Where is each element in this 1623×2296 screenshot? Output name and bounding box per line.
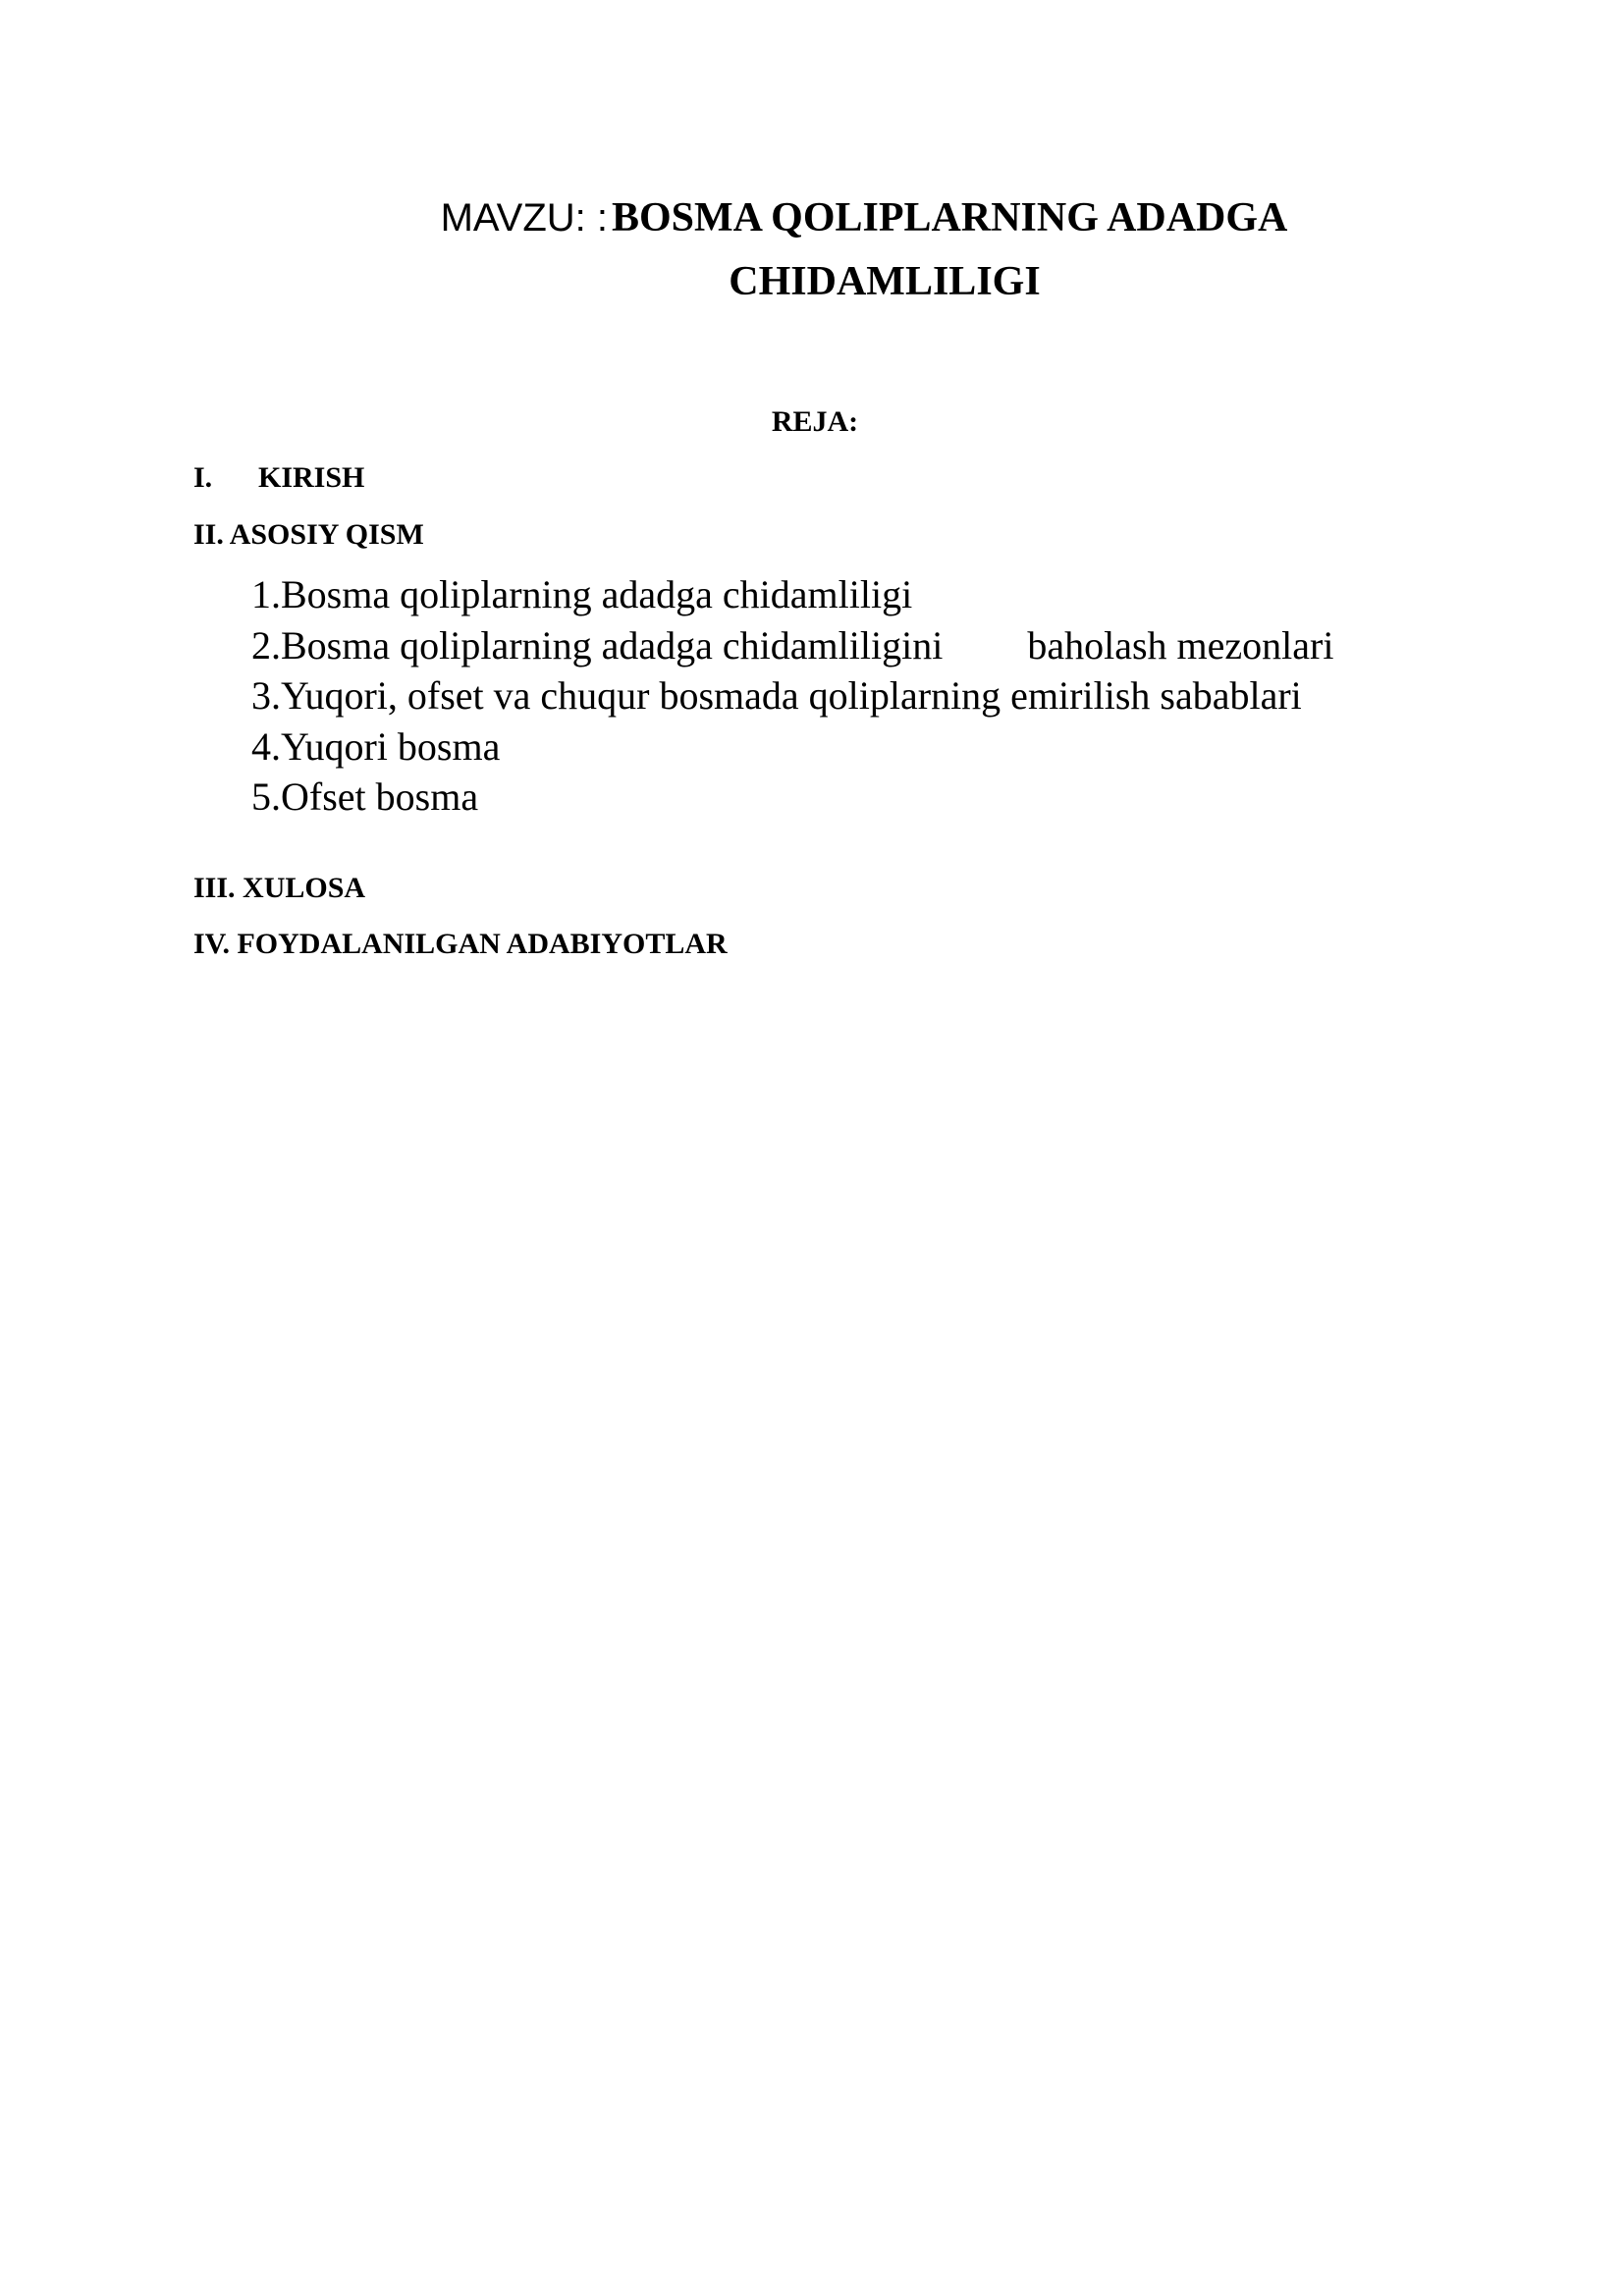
list-item	[251, 569, 1333, 620]
title-main: BOSMA QOLIPLARNING ADADGA	[611, 195, 1288, 240]
list-item	[251, 721, 1333, 773]
title-prefix: MAVZU: :	[440, 196, 608, 240]
subitem-list	[251, 569, 1333, 823]
section-intro-label: KIRISH	[258, 461, 365, 494]
list-item-text: 4.Yuqori bosma	[251, 723, 501, 769]
list-item-text: 2.Bosma qoliplarning adadga chidamliligini	[251, 622, 944, 667]
document-title	[295, 191, 1434, 308]
plan-heading: REJA:	[771, 405, 859, 438]
title-line-1	[295, 191, 1434, 253]
list-item	[251, 620, 1333, 671]
section-conclusion: III. XULOSA	[193, 872, 366, 904]
list-item	[251, 772, 1333, 823]
list-item	[251, 670, 1333, 721]
section-main: II. ASOSIY QISM	[193, 518, 424, 551]
list-item-text: 5.Ofset bosma	[251, 774, 479, 819]
title-line-2: CHIDAMLILIGI	[729, 259, 1041, 304]
section-intro-number: I.	[193, 461, 213, 494]
section-references: IV. FOYDALANILGAN ADABIYOTLAR	[193, 928, 728, 960]
list-item-text: 1.Bosma qoliplarning adadga chidamliligi	[251, 572, 913, 616]
list-item-text: 3.Yuqori, ofset va chuqur bosmada qoliplarning emirilish sabablari	[251, 673, 1302, 718]
section-intro	[193, 461, 364, 495]
list-item-text-tail: baholash mezonlari	[1027, 622, 1334, 667]
